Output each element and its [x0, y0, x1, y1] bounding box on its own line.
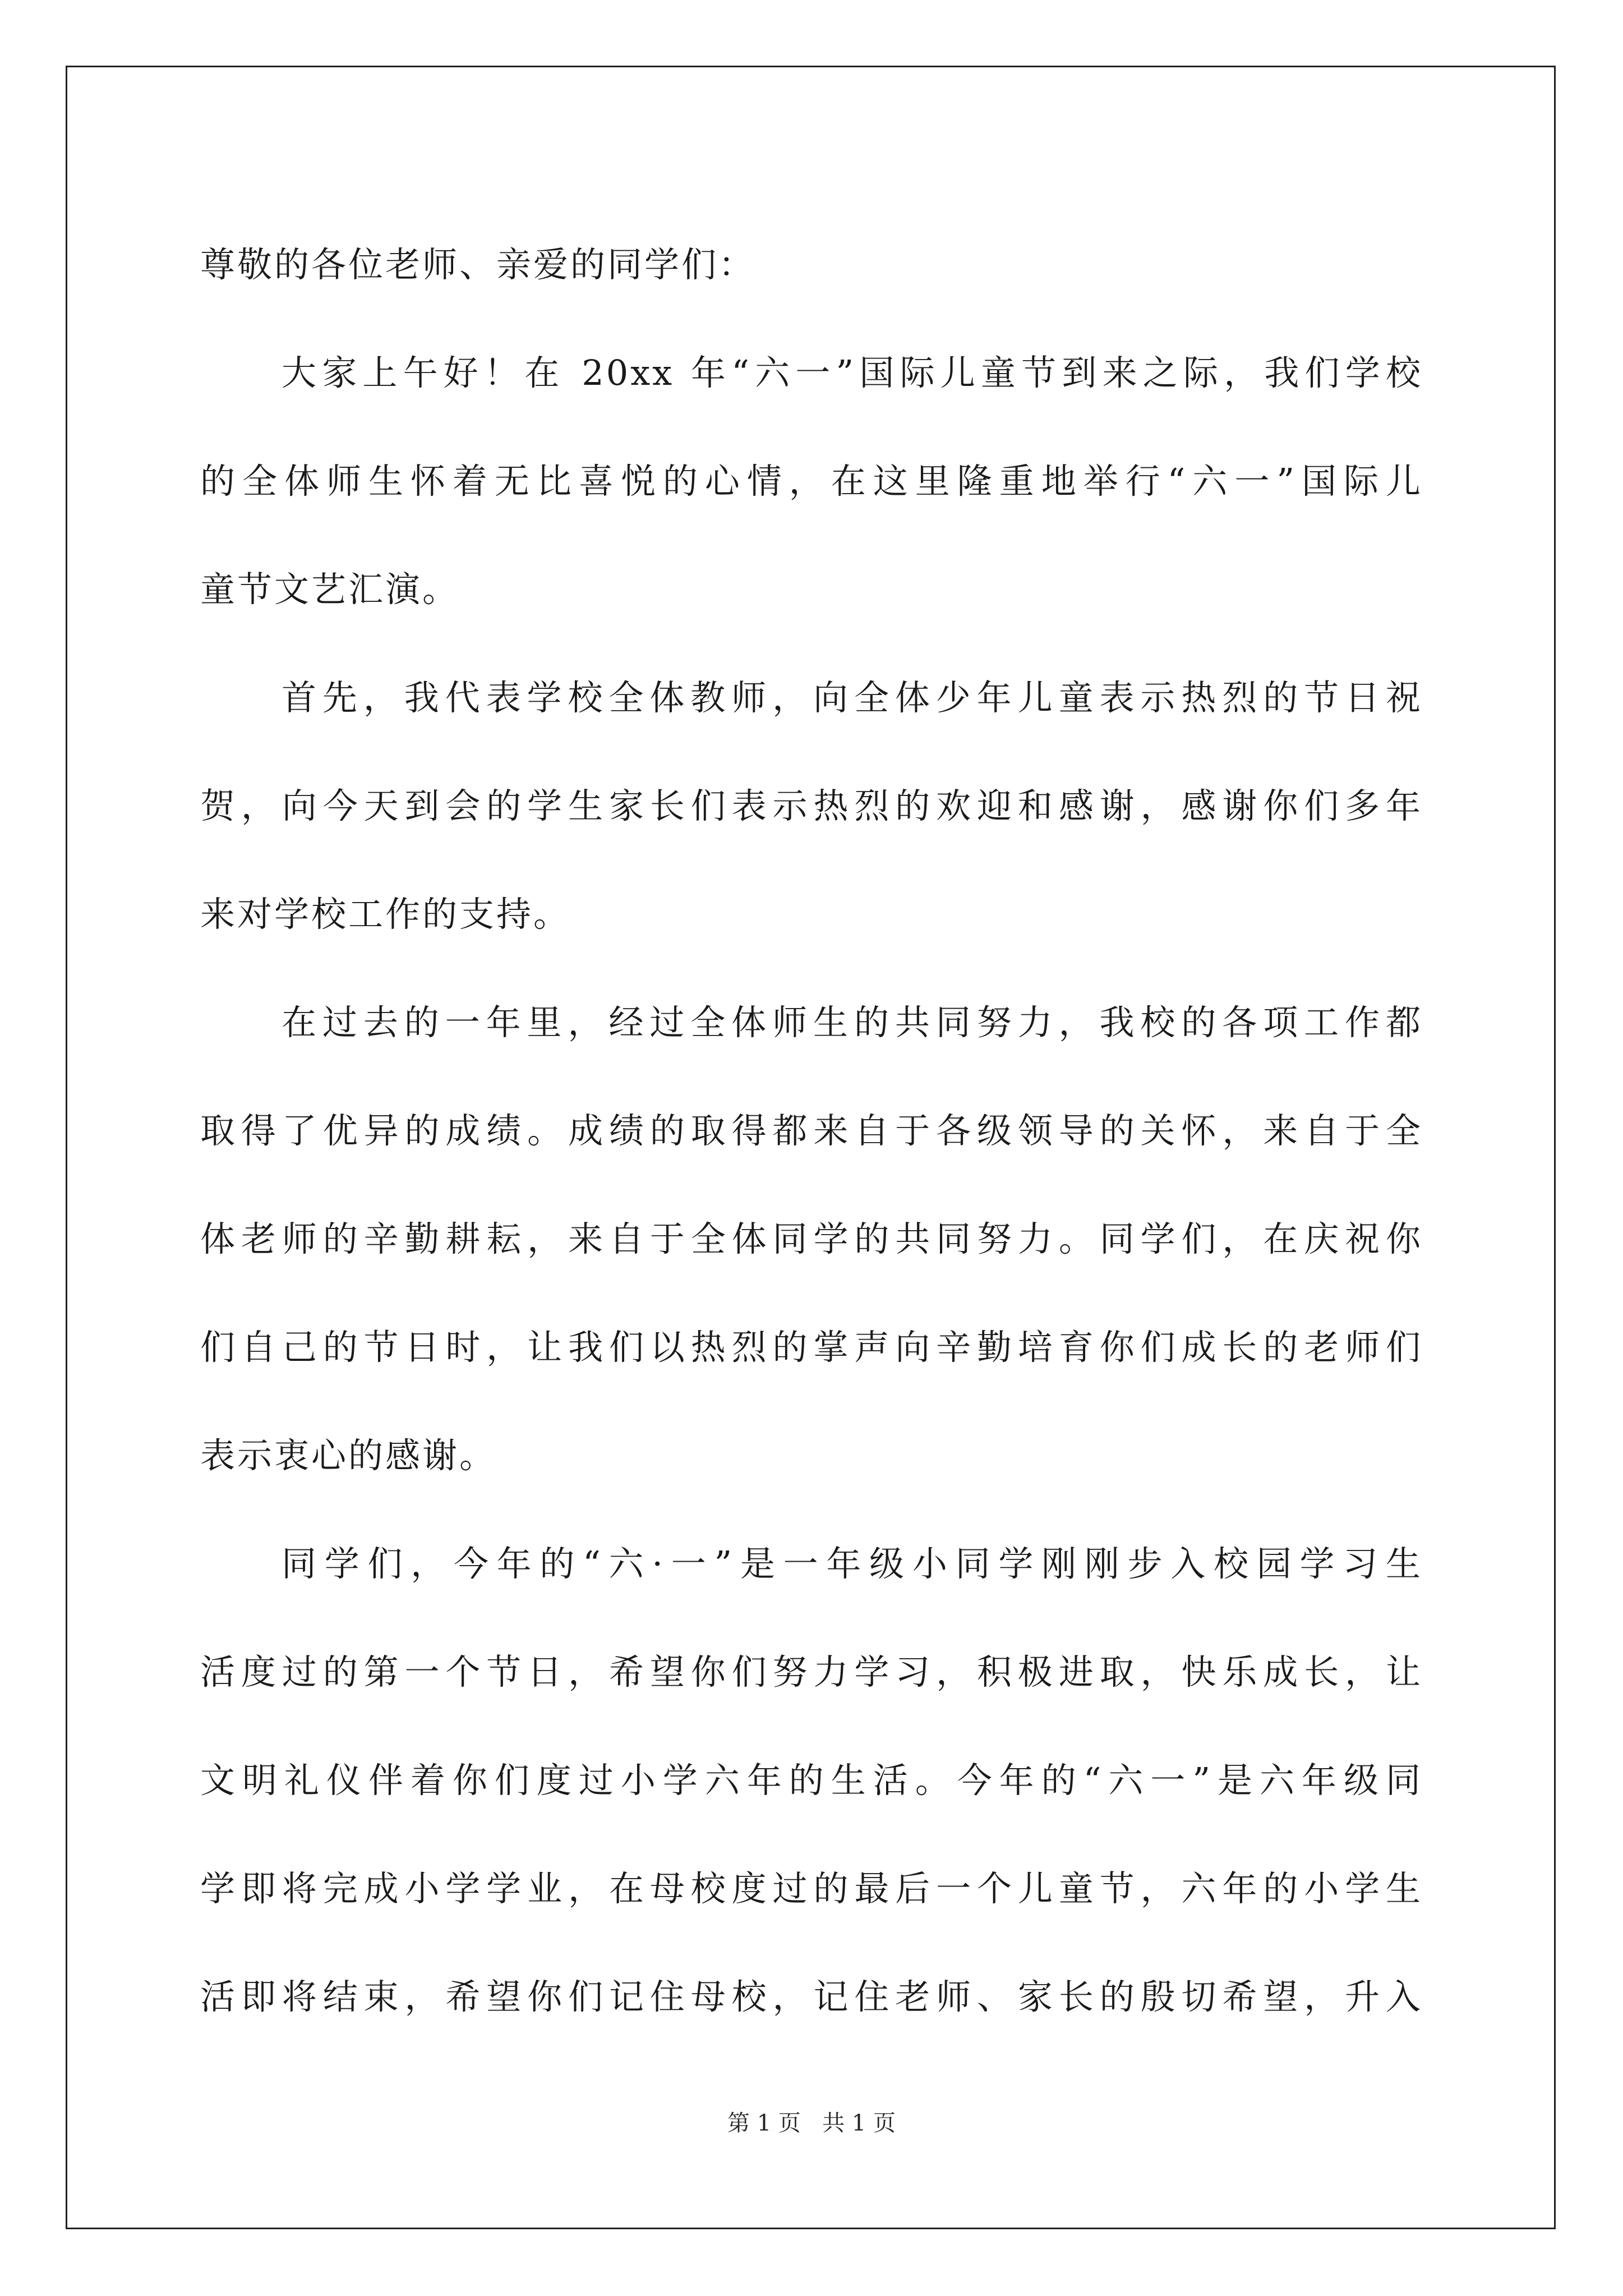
- text-line: 学即将完成小学学业，在母校度过的最后一个儿童节，六年的小学生: [200, 1868, 1423, 1909]
- text-line: 表示衷心的感谢。: [200, 1435, 497, 1476]
- text-line: 童节文艺汇演。: [200, 569, 460, 610]
- page-number-footer: 第 1 页 共 1 页: [727, 2110, 896, 2136]
- text-line: 取得了优异的成绩。成绩的取得都来自于各级领导的关怀，来自于全: [200, 1110, 1423, 1151]
- text-line: 大家上午好！在 20xx 年“六一”国际儿童节到来之际，我们学校: [282, 352, 1423, 393]
- text-line: 来对学校工作的支持。: [200, 894, 571, 935]
- text-line: 同学们，今年的“六·一”是一年级小同学刚刚步入校园学习生: [282, 1543, 1423, 1584]
- text-line: 们自己的节日时，让我们以热烈的掌声向辛勤培育你们成长的老师们: [200, 1327, 1423, 1368]
- text-line: 活度过的第一个节日，希望你们努力学习，积极进取，快乐成长，让: [200, 1651, 1423, 1692]
- text-line: 贺，向今天到会的学生家长们表示热烈的欢迎和感谢，感谢你们多年: [200, 785, 1423, 826]
- document-body: [200, 210, 1423, 2051]
- text-line: 的全体师生怀着无比喜悦的心情，在这里隆重地举行“六一”国际儿: [200, 461, 1423, 501]
- text-line: 文明礼仪伴着你们度过小学六年的生活。今年的“六一”是六年级同: [200, 1760, 1423, 1801]
- text-line: 尊敬的各位老师、亲爱的同学们：: [200, 244, 756, 285]
- text-line: 体老师的辛勤耕耘，来自于全体同学的共同努力。同学们，在庆祝你: [200, 1218, 1423, 1259]
- text-line: 在过去的一年里，经过全体师生的共同努力，我校的各项工作都: [282, 1002, 1423, 1043]
- text-line: 首先，我代表学校全体教师，向全体少年儿童表示热烈的节日祝: [282, 677, 1423, 718]
- text-line: 活即将结束，希望你们记住母校，记住老师、家长的殷切希望，升入: [200, 1976, 1423, 2017]
